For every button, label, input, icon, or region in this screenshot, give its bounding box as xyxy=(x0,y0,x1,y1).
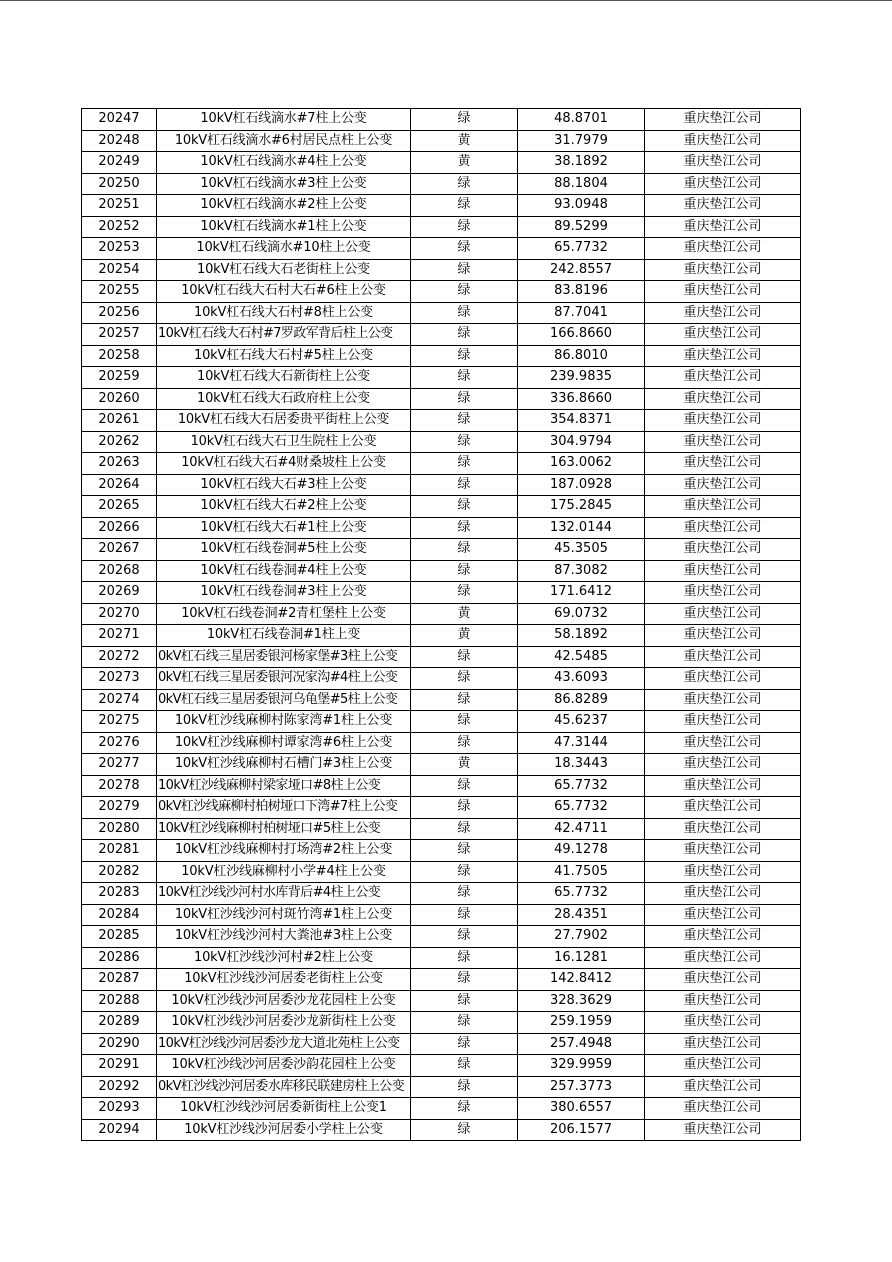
company-cell: 重庆垫江公司 xyxy=(645,818,801,840)
company-cell: 重庆垫江公司 xyxy=(645,947,801,969)
status-color-cell: 绿 xyxy=(411,990,518,1012)
table-row xyxy=(82,603,801,625)
company-cell: 重庆垫江公司 xyxy=(645,216,801,238)
load-value-cell: 187.0928 xyxy=(518,474,645,496)
load-value-cell: 45.3505 xyxy=(518,539,645,561)
table-row xyxy=(82,109,801,131)
table-row xyxy=(82,474,801,496)
status-color-cell: 绿 xyxy=(411,109,518,131)
status-color-cell: 绿 xyxy=(411,431,518,453)
status-color-cell: 绿 xyxy=(411,861,518,883)
status-color-cell: 绿 xyxy=(411,904,518,926)
row-id-cell: 20272 xyxy=(82,646,157,668)
company-cell: 重庆垫江公司 xyxy=(645,904,801,926)
status-color-cell: 绿 xyxy=(411,818,518,840)
load-value-cell: 47.3144 xyxy=(518,732,645,754)
row-id-cell: 20284 xyxy=(82,904,157,926)
transformer-name-cell: 0kV杠沙线麻柳村柏树垭口下湾#7柱上公变 xyxy=(157,797,411,819)
row-id-cell: 20292 xyxy=(82,1076,157,1098)
page-top-border xyxy=(0,0,892,1)
row-id-cell: 20267 xyxy=(82,539,157,561)
company-cell: 重庆垫江公司 xyxy=(645,969,801,991)
row-id-cell: 20269 xyxy=(82,582,157,604)
company-cell: 重庆垫江公司 xyxy=(645,367,801,389)
transformer-name-cell: 10kV杠沙线沙河居委小学柱上公变 xyxy=(157,1119,411,1141)
company-cell: 重庆垫江公司 xyxy=(645,281,801,303)
transformer-name-cell: 10kV杠沙线麻柳村梁家垭口#8柱上公变 xyxy=(157,775,411,797)
status-color-cell: 绿 xyxy=(411,453,518,475)
company-cell: 重庆垫江公司 xyxy=(645,410,801,432)
transformer-name-cell: 10kV杠石线大石#1柱上公变 xyxy=(157,517,411,539)
company-cell: 重庆垫江公司 xyxy=(645,797,801,819)
company-cell: 重庆垫江公司 xyxy=(645,345,801,367)
table-row xyxy=(82,173,801,195)
status-color-cell: 绿 xyxy=(411,367,518,389)
load-value-cell: 93.0948 xyxy=(518,195,645,217)
transformer-name-cell: 10kV杠沙线沙河居委沙龙大道北苑柱上公变 xyxy=(157,1033,411,1055)
load-value-cell: 48.8701 xyxy=(518,109,645,131)
transformer-name-cell: 0kV杠石线三星居委银河杨家堡#3柱上公变 xyxy=(157,646,411,668)
load-value-cell: 89.5299 xyxy=(518,216,645,238)
row-id-cell: 20289 xyxy=(82,1012,157,1034)
company-cell: 重庆垫江公司 xyxy=(645,926,801,948)
table-row xyxy=(82,453,801,475)
status-color-cell: 绿 xyxy=(411,1055,518,1077)
company-cell: 重庆垫江公司 xyxy=(645,1055,801,1077)
load-value-cell: 304.9794 xyxy=(518,431,645,453)
load-value-cell: 45.6237 xyxy=(518,711,645,733)
transformer-name-cell: 10kV杠石线大石老街柱上公变 xyxy=(157,259,411,281)
transformer-name-cell: 10kV杠石线大石卫生院柱上公变 xyxy=(157,431,411,453)
row-id-cell: 20258 xyxy=(82,345,157,367)
row-id-cell: 20263 xyxy=(82,453,157,475)
row-id-cell: 20278 xyxy=(82,775,157,797)
transformer-name-cell: 0kV杠沙线沙河居委水库移民联建房柱上公变 xyxy=(157,1076,411,1098)
status-color-cell: 绿 xyxy=(411,1098,518,1120)
company-cell: 重庆垫江公司 xyxy=(645,732,801,754)
load-value-cell: 171.6412 xyxy=(518,582,645,604)
row-id-cell: 20281 xyxy=(82,840,157,862)
status-color-cell: 绿 xyxy=(411,582,518,604)
transformer-name-cell: 10kV杠石线大石村#5柱上公变 xyxy=(157,345,411,367)
transformer-name-cell: 10kV杠石线滴水#10柱上公变 xyxy=(157,238,411,260)
row-id-cell: 20276 xyxy=(82,732,157,754)
row-id-cell: 20256 xyxy=(82,302,157,324)
load-value-cell: 38.1892 xyxy=(518,152,645,174)
transformer-name-cell: 10kV杠石线卷洞#3柱上公变 xyxy=(157,582,411,604)
row-id-cell: 20252 xyxy=(82,216,157,238)
status-color-cell: 黄 xyxy=(411,130,518,152)
status-color-cell: 绿 xyxy=(411,646,518,668)
row-id-cell: 20275 xyxy=(82,711,157,733)
row-id-cell: 20247 xyxy=(82,109,157,131)
transformer-name-cell: 10kV杠石线滴水#1柱上公变 xyxy=(157,216,411,238)
row-id-cell: 20264 xyxy=(82,474,157,496)
status-color-cell: 绿 xyxy=(411,238,518,260)
transformer-name-cell: 10kV杠石线大石#3柱上公变 xyxy=(157,474,411,496)
company-cell: 重庆垫江公司 xyxy=(645,990,801,1012)
load-value-cell: 239.9835 xyxy=(518,367,645,389)
table-row xyxy=(82,431,801,453)
status-color-cell: 绿 xyxy=(411,388,518,410)
transformer-table xyxy=(81,108,801,1141)
transformer-name-cell: 10kV杠石线大石#4财桑坡柱上公变 xyxy=(157,453,411,475)
status-color-cell: 绿 xyxy=(411,195,518,217)
transformer-name-cell: 10kV杠石线大石新街柱上公变 xyxy=(157,367,411,389)
company-cell: 重庆垫江公司 xyxy=(645,625,801,647)
transformer-name-cell: 0kV杠石线三星居委银河况家沟#4柱上公变 xyxy=(157,668,411,690)
load-value-cell: 27.7902 xyxy=(518,926,645,948)
row-id-cell: 20254 xyxy=(82,259,157,281)
company-cell: 重庆垫江公司 xyxy=(645,539,801,561)
load-value-cell: 257.3773 xyxy=(518,1076,645,1098)
table-row xyxy=(82,689,801,711)
table-row xyxy=(82,990,801,1012)
row-id-cell: 20257 xyxy=(82,324,157,346)
load-value-cell: 86.8289 xyxy=(518,689,645,711)
status-color-cell: 绿 xyxy=(411,302,518,324)
company-cell: 重庆垫江公司 xyxy=(645,754,801,776)
company-cell: 重庆垫江公司 xyxy=(645,109,801,131)
row-id-cell: 20285 xyxy=(82,926,157,948)
load-value-cell: 328.3629 xyxy=(518,990,645,1012)
table-row xyxy=(82,130,801,152)
company-cell: 重庆垫江公司 xyxy=(645,1033,801,1055)
company-cell: 重庆垫江公司 xyxy=(645,474,801,496)
row-id-cell: 20291 xyxy=(82,1055,157,1077)
load-value-cell: 65.7732 xyxy=(518,238,645,260)
company-cell: 重庆垫江公司 xyxy=(645,453,801,475)
status-color-cell: 绿 xyxy=(411,1033,518,1055)
status-color-cell: 黄 xyxy=(411,754,518,776)
row-id-cell: 20270 xyxy=(82,603,157,625)
company-cell: 重庆垫江公司 xyxy=(645,689,801,711)
load-value-cell: 88.1804 xyxy=(518,173,645,195)
status-color-cell: 绿 xyxy=(411,1076,518,1098)
load-value-cell: 41.7505 xyxy=(518,861,645,883)
row-id-cell: 20248 xyxy=(82,130,157,152)
table-row xyxy=(82,775,801,797)
status-color-cell: 绿 xyxy=(411,775,518,797)
company-cell: 重庆垫江公司 xyxy=(645,1076,801,1098)
row-id-cell: 20262 xyxy=(82,431,157,453)
transformer-name-cell: 10kV杠石线大石居委贵平街柱上公变 xyxy=(157,410,411,432)
transformer-name-cell: 10kV杠沙线麻柳村打场湾#2柱上公变 xyxy=(157,840,411,862)
load-value-cell: 65.7732 xyxy=(518,883,645,905)
company-cell: 重庆垫江公司 xyxy=(645,431,801,453)
company-cell: 重庆垫江公司 xyxy=(645,603,801,625)
table-row xyxy=(82,861,801,883)
load-value-cell: 380.6557 xyxy=(518,1098,645,1120)
load-value-cell: 58.1892 xyxy=(518,625,645,647)
transformer-name-cell: 10kV杠石线滴水#6村居民点柱上公变 xyxy=(157,130,411,152)
company-cell: 重庆垫江公司 xyxy=(645,388,801,410)
row-id-cell: 20293 xyxy=(82,1098,157,1120)
company-cell: 重庆垫江公司 xyxy=(645,861,801,883)
row-id-cell: 20253 xyxy=(82,238,157,260)
load-value-cell: 142.8412 xyxy=(518,969,645,991)
company-cell: 重庆垫江公司 xyxy=(645,646,801,668)
row-id-cell: 20287 xyxy=(82,969,157,991)
table-row xyxy=(82,1033,801,1055)
table-row xyxy=(82,345,801,367)
table-row xyxy=(82,195,801,217)
load-value-cell: 69.0732 xyxy=(518,603,645,625)
company-cell: 重庆垫江公司 xyxy=(645,711,801,733)
table-row xyxy=(82,281,801,303)
table-row xyxy=(82,259,801,281)
transformer-name-cell: 10kV杠沙线沙河居委老街柱上公变 xyxy=(157,969,411,991)
transformer-name-cell: 10kV杠石线大石村大石#6柱上公变 xyxy=(157,281,411,303)
load-value-cell: 28.4351 xyxy=(518,904,645,926)
table-row xyxy=(82,1076,801,1098)
transformer-name-cell: 10kV杠石线卷洞#1柱上变 xyxy=(157,625,411,647)
status-color-cell: 绿 xyxy=(411,173,518,195)
load-value-cell: 166.8660 xyxy=(518,324,645,346)
table-row xyxy=(82,668,801,690)
company-cell: 重庆垫江公司 xyxy=(645,195,801,217)
table-row xyxy=(82,216,801,238)
row-id-cell: 20271 xyxy=(82,625,157,647)
row-id-cell: 20279 xyxy=(82,797,157,819)
table-row xyxy=(82,646,801,668)
table-row xyxy=(82,883,801,905)
row-id-cell: 20261 xyxy=(82,410,157,432)
transformer-name-cell: 10kV杠沙线沙河村大粪池#3柱上公变 xyxy=(157,926,411,948)
company-cell: 重庆垫江公司 xyxy=(645,324,801,346)
table-row xyxy=(82,324,801,346)
transformer-name-cell: 10kV杠沙线沙河居委沙龙新街柱上公变 xyxy=(157,1012,411,1034)
load-value-cell: 175.2845 xyxy=(518,496,645,518)
status-color-cell: 绿 xyxy=(411,410,518,432)
status-color-cell: 绿 xyxy=(411,216,518,238)
transformer-name-cell: 10kV杠石线卷洞#2青杠堡柱上公变 xyxy=(157,603,411,625)
table-row xyxy=(82,410,801,432)
load-value-cell: 43.6093 xyxy=(518,668,645,690)
company-cell: 重庆垫江公司 xyxy=(645,883,801,905)
status-color-cell: 绿 xyxy=(411,345,518,367)
row-id-cell: 20286 xyxy=(82,947,157,969)
table-row xyxy=(82,238,801,260)
table-row xyxy=(82,625,801,647)
status-color-cell: 黄 xyxy=(411,603,518,625)
company-cell: 重庆垫江公司 xyxy=(645,1098,801,1120)
table-row xyxy=(82,754,801,776)
row-id-cell: 20274 xyxy=(82,689,157,711)
company-cell: 重庆垫江公司 xyxy=(645,302,801,324)
transformer-name-cell: 10kV杠沙线沙河居委沙龙花园柱上公变 xyxy=(157,990,411,1012)
transformer-name-cell: 10kV杠石线大石村#8柱上公变 xyxy=(157,302,411,324)
transformer-name-cell: 10kV杠石线卷洞#5柱上公变 xyxy=(157,539,411,561)
company-cell: 重庆垫江公司 xyxy=(645,259,801,281)
status-color-cell: 绿 xyxy=(411,840,518,862)
transformer-name-cell: 10kV杠石线滴水#2柱上公变 xyxy=(157,195,411,217)
row-id-cell: 20273 xyxy=(82,668,157,690)
row-id-cell: 20250 xyxy=(82,173,157,195)
transformer-name-cell: 10kV杠石线大石村#7罗政军背后柱上公变 xyxy=(157,324,411,346)
status-color-cell: 绿 xyxy=(411,259,518,281)
load-value-cell: 49.1278 xyxy=(518,840,645,862)
table-row xyxy=(82,1055,801,1077)
transformer-name-cell: 10kV杠沙线麻柳村小学#4柱上公变 xyxy=(157,861,411,883)
status-color-cell: 绿 xyxy=(411,797,518,819)
row-id-cell: 20277 xyxy=(82,754,157,776)
table-row xyxy=(82,152,801,174)
load-value-cell: 86.8010 xyxy=(518,345,645,367)
company-cell: 重庆垫江公司 xyxy=(645,668,801,690)
load-value-cell: 87.7041 xyxy=(518,302,645,324)
table-row xyxy=(82,1098,801,1120)
load-value-cell: 42.5485 xyxy=(518,646,645,668)
load-value-cell: 132.0144 xyxy=(518,517,645,539)
load-value-cell: 83.8196 xyxy=(518,281,645,303)
company-cell: 重庆垫江公司 xyxy=(645,496,801,518)
table-row xyxy=(82,926,801,948)
row-id-cell: 20255 xyxy=(82,281,157,303)
transformer-name-cell: 10kV杠沙线沙河村#2柱上公变 xyxy=(157,947,411,969)
row-id-cell: 20251 xyxy=(82,195,157,217)
company-cell: 重庆垫江公司 xyxy=(645,582,801,604)
table-row xyxy=(82,539,801,561)
table-row xyxy=(82,1012,801,1034)
load-value-cell: 87.3082 xyxy=(518,560,645,582)
status-color-cell: 绿 xyxy=(411,689,518,711)
status-color-cell: 绿 xyxy=(411,474,518,496)
table-row xyxy=(82,367,801,389)
table-row xyxy=(82,947,801,969)
transformer-name-cell: 10kV杠沙线麻柳村陈家湾#1柱上公变 xyxy=(157,711,411,733)
table-row xyxy=(82,840,801,862)
status-color-cell: 黄 xyxy=(411,152,518,174)
status-color-cell: 绿 xyxy=(411,496,518,518)
table-row xyxy=(82,388,801,410)
row-id-cell: 20288 xyxy=(82,990,157,1012)
transformer-name-cell: 10kV杠沙线麻柳村谭家湾#6柱上公变 xyxy=(157,732,411,754)
table-row xyxy=(82,560,801,582)
table-row xyxy=(82,496,801,518)
load-value-cell: 336.8660 xyxy=(518,388,645,410)
company-cell: 重庆垫江公司 xyxy=(645,173,801,195)
status-color-cell: 绿 xyxy=(411,517,518,539)
status-color-cell: 绿 xyxy=(411,1119,518,1141)
load-value-cell: 259.1959 xyxy=(518,1012,645,1034)
load-value-cell: 163.0062 xyxy=(518,453,645,475)
company-cell: 重庆垫江公司 xyxy=(645,152,801,174)
load-value-cell: 242.8557 xyxy=(518,259,645,281)
row-id-cell: 20249 xyxy=(82,152,157,174)
load-value-cell: 18.3443 xyxy=(518,754,645,776)
load-value-cell: 354.8371 xyxy=(518,410,645,432)
table-row xyxy=(82,711,801,733)
load-value-cell: 206.1577 xyxy=(518,1119,645,1141)
load-value-cell: 31.7979 xyxy=(518,130,645,152)
status-color-cell: 绿 xyxy=(411,711,518,733)
status-color-cell: 绿 xyxy=(411,1012,518,1034)
row-id-cell: 20265 xyxy=(82,496,157,518)
table-row xyxy=(82,582,801,604)
table-row xyxy=(82,732,801,754)
transformer-name-cell: 10kV杠沙线麻柳村石槽门#3柱上公变 xyxy=(157,754,411,776)
row-id-cell: 20259 xyxy=(82,367,157,389)
status-color-cell: 绿 xyxy=(411,732,518,754)
table-row xyxy=(82,1119,801,1141)
load-value-cell: 257.4948 xyxy=(518,1033,645,1055)
transformer-name-cell: 10kV杠沙线沙河居委沙韵花园柱上公变 xyxy=(157,1055,411,1077)
company-cell: 重庆垫江公司 xyxy=(645,775,801,797)
load-value-cell: 65.7732 xyxy=(518,775,645,797)
transformer-name-cell: 10kV杠沙线沙河村斑竹湾#1柱上公变 xyxy=(157,904,411,926)
transformer-name-cell: 10kV杠石线卷洞#4柱上公变 xyxy=(157,560,411,582)
transformer-name-cell: 10kV杠石线滴水#7柱上公变 xyxy=(157,109,411,131)
company-cell: 重庆垫江公司 xyxy=(645,517,801,539)
load-value-cell: 329.9959 xyxy=(518,1055,645,1077)
status-color-cell: 绿 xyxy=(411,281,518,303)
company-cell: 重庆垫江公司 xyxy=(645,840,801,862)
status-color-cell: 黄 xyxy=(411,625,518,647)
table-body xyxy=(82,109,801,1141)
status-color-cell: 绿 xyxy=(411,539,518,561)
row-id-cell: 20283 xyxy=(82,883,157,905)
transformer-name-cell: 10kV杠沙线沙河居委新街柱上公变1 xyxy=(157,1098,411,1120)
row-id-cell: 20294 xyxy=(82,1119,157,1141)
status-color-cell: 绿 xyxy=(411,668,518,690)
load-value-cell: 16.1281 xyxy=(518,947,645,969)
row-id-cell: 20282 xyxy=(82,861,157,883)
transformer-name-cell: 10kV杠沙线麻柳村柏树垭口#5柱上公变 xyxy=(157,818,411,840)
table-row xyxy=(82,302,801,324)
status-color-cell: 绿 xyxy=(411,324,518,346)
company-cell: 重庆垫江公司 xyxy=(645,560,801,582)
table-row xyxy=(82,517,801,539)
company-cell: 重庆垫江公司 xyxy=(645,1119,801,1141)
status-color-cell: 绿 xyxy=(411,883,518,905)
load-value-cell: 65.7732 xyxy=(518,797,645,819)
company-cell: 重庆垫江公司 xyxy=(645,238,801,260)
transformer-name-cell: 10kV杠石线大石#2柱上公变 xyxy=(157,496,411,518)
transformer-name-cell: 10kV杠石线滴水#4柱上公变 xyxy=(157,152,411,174)
status-color-cell: 绿 xyxy=(411,926,518,948)
transformer-name-cell: 10kV杠石线大石政府柱上公变 xyxy=(157,388,411,410)
transformer-name-cell: 10kV杠沙线沙河村水库背后#4柱上公变 xyxy=(157,883,411,905)
status-color-cell: 绿 xyxy=(411,560,518,582)
row-id-cell: 20266 xyxy=(82,517,157,539)
row-id-cell: 20280 xyxy=(82,818,157,840)
company-cell: 重庆垫江公司 xyxy=(645,1012,801,1034)
row-id-cell: 20268 xyxy=(82,560,157,582)
transformer-name-cell: 10kV杠石线滴水#3柱上公变 xyxy=(157,173,411,195)
row-id-cell: 20290 xyxy=(82,1033,157,1055)
company-cell: 重庆垫江公司 xyxy=(645,130,801,152)
load-value-cell: 42.4711 xyxy=(518,818,645,840)
table-row xyxy=(82,797,801,819)
status-color-cell: 绿 xyxy=(411,947,518,969)
table-row xyxy=(82,818,801,840)
table-row xyxy=(82,969,801,991)
transformer-name-cell: 0kV杠石线三星居委银河乌龟堡#5柱上公变 xyxy=(157,689,411,711)
row-id-cell: 20260 xyxy=(82,388,157,410)
table-row xyxy=(82,904,801,926)
status-color-cell: 绿 xyxy=(411,969,518,991)
